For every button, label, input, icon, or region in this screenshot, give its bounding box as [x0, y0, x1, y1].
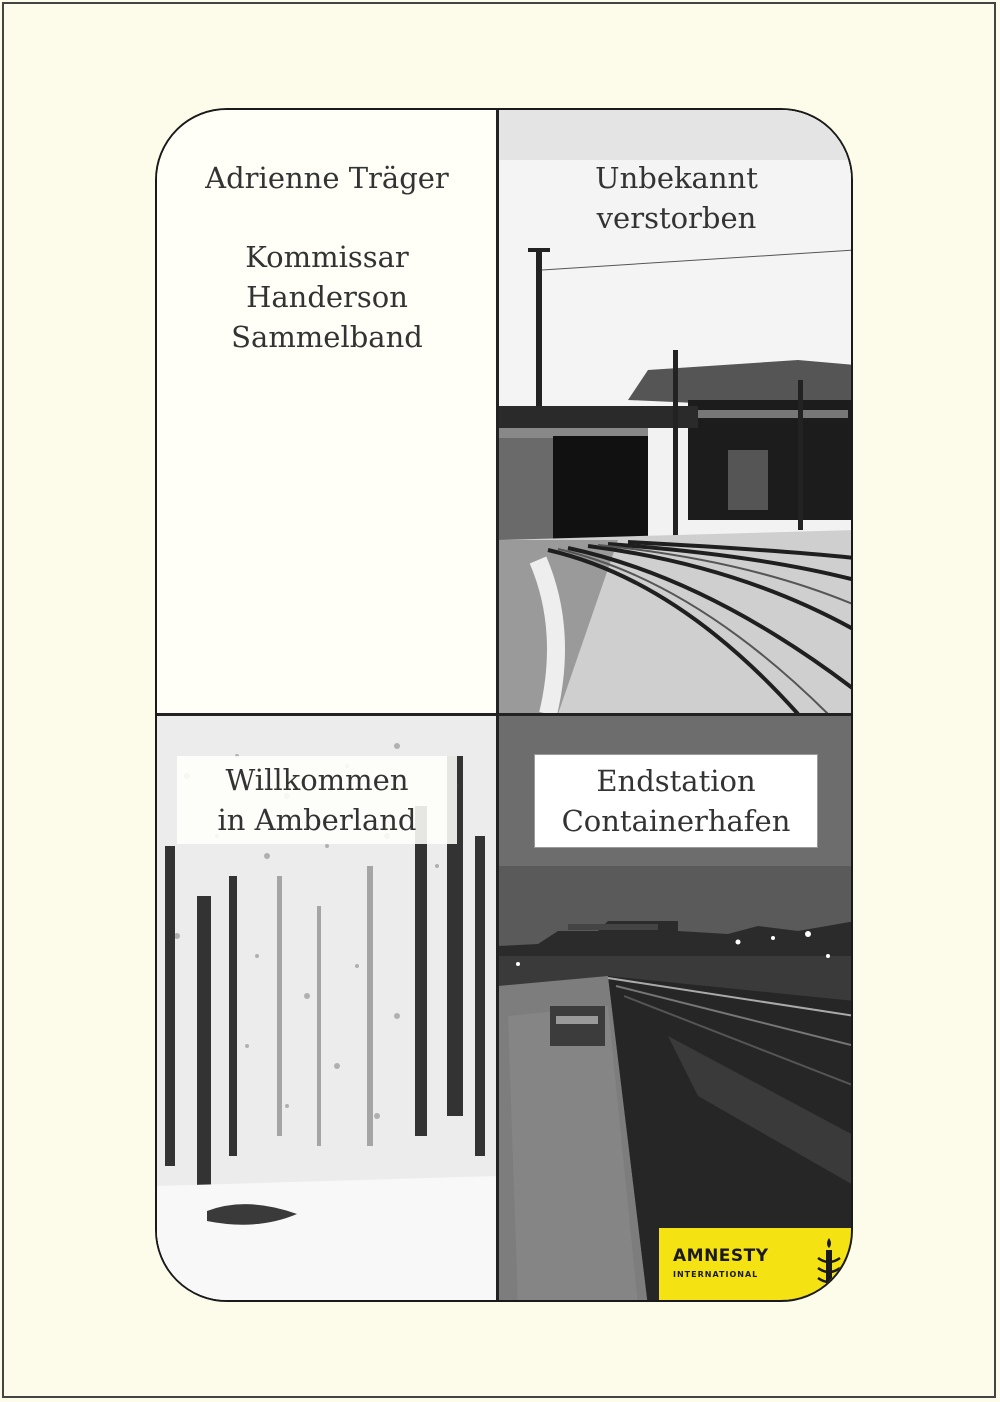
- book-title-line: Willkommen: [225, 763, 409, 797]
- amnesty-badge-name: AMNESTY: [673, 1246, 769, 1266]
- horizontal-divider: [157, 713, 851, 716]
- series-title-line: Handerson: [246, 280, 408, 314]
- book-title-unbekannt-verstorben: [498, 158, 853, 238]
- author-panel: [157, 110, 497, 714]
- book-title-line: Containerhafen: [561, 804, 791, 838]
- series-title-line: Sammelband: [231, 320, 423, 354]
- book-title-line: verstorben: [596, 201, 757, 235]
- series-title-line: Kommissar: [245, 240, 409, 274]
- book-title-line: Endstation: [596, 764, 756, 798]
- author-name: Adrienne Träger: [205, 161, 449, 195]
- candle-in-barbed-wire-icon: [815, 1236, 843, 1292]
- book-title-willkommen-in-amberland: [177, 756, 457, 844]
- forest-photo-panel: [157, 716, 497, 1302]
- book-title-line: Unbekannt: [595, 161, 758, 195]
- amnesty-badge: [659, 1228, 853, 1300]
- amnesty-badge-sub: INTERNATIONAL: [673, 1270, 759, 1279]
- book-cover: [155, 108, 853, 1302]
- vertical-divider: [496, 110, 499, 1300]
- harbour-photo-panel: [498, 716, 853, 1302]
- book-title-line: in Amberland: [217, 803, 417, 837]
- railway-photo-panel: [498, 110, 853, 714]
- series-title: [157, 237, 497, 357]
- book-title-endstation-containerhafen: [534, 754, 818, 848]
